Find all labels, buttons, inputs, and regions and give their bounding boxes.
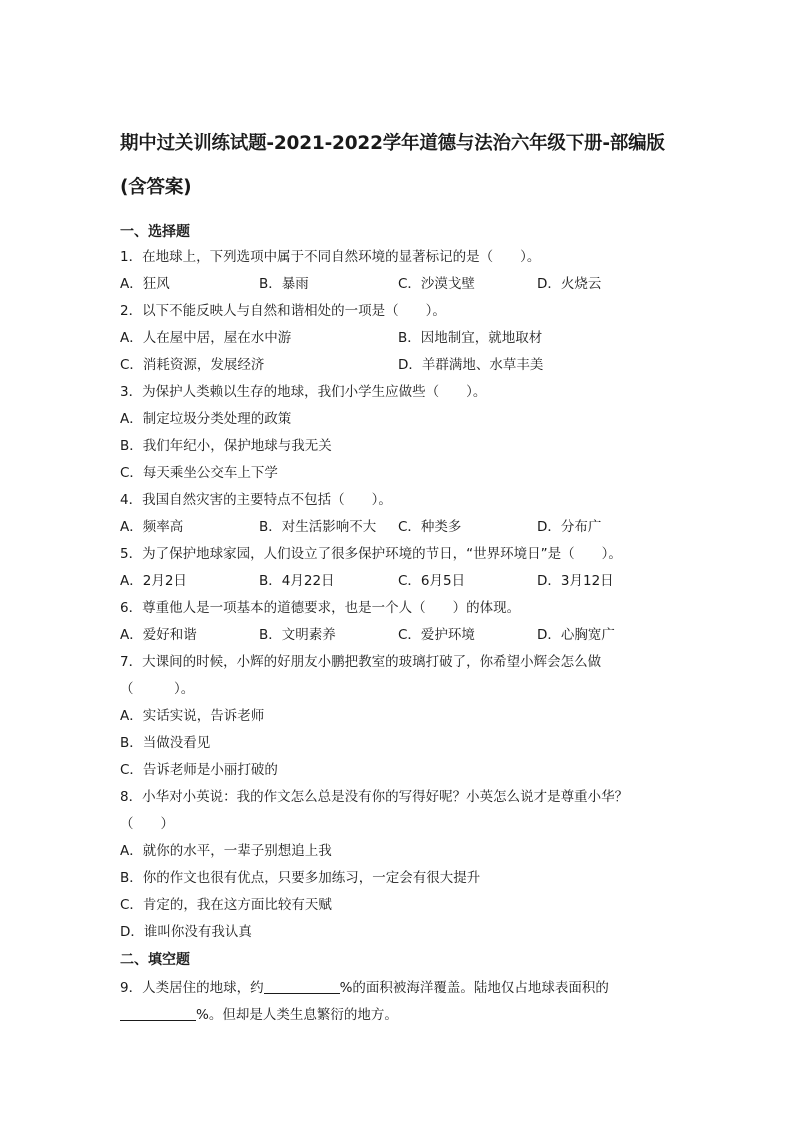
question-stem: 5．为了保护地球家园，人们设立了很多保护环境的节日，“世界环境日”是（ ）。: [120, 546, 622, 562]
question-content: [120, 220, 680, 1029]
answer-option: A．实话实说，告诉老师: [120, 708, 265, 724]
question-text: %。但却是人类生息繁衍的地方。: [196, 1007, 398, 1023]
question-stem: 4．我国自然灾害的主要特点不包括（ ）。: [120, 492, 392, 508]
answer-blank: [120, 1005, 196, 1021]
answer-option: D．3月12日: [537, 573, 614, 589]
answer-option: B．4月22日: [259, 573, 335, 589]
answer-option: A．狂风: [120, 276, 170, 292]
option-row: [120, 352, 680, 379]
answer-option: A．爱好和谐: [120, 627, 197, 643]
section-heading: 二、填空题: [120, 952, 190, 968]
answer-option: D．分布广: [537, 519, 602, 535]
answer-option: C．肯定的，我在这方面比较有天赋: [120, 897, 332, 913]
answer-option: B．暴雨: [259, 276, 309, 292]
fill-question: [120, 975, 680, 1002]
answer-option: A．2月2日: [120, 573, 187, 589]
option-row: [120, 514, 680, 541]
answer-option: C．告诉老师是小丽打破的: [120, 762, 278, 778]
question-stem: 3．为保护人类赖以生存的地球，我们小学生应做些（ ）。: [120, 384, 487, 400]
answer-option: A．就你的水平，一辈子别想追上我: [120, 843, 332, 859]
answer-option: D．心胸宽广: [537, 627, 615, 643]
answer-option: B．当做没看见: [120, 735, 211, 751]
answer-option: B．我们年纪小，保护地球与我无关: [120, 438, 332, 454]
answer-option: C．6月5日: [398, 573, 466, 589]
page-title: 期中过关训练试题-2021-2022学年道德与法治六年级下册-部编版(含答案): [120, 133, 665, 198]
answer-option: A．频率高: [120, 519, 184, 535]
answer-option: C．消耗资源，发展经济: [120, 357, 265, 373]
question-stem: 1．在地球上，下列选项中属于不同自然环境的显著标记的是（ ）。: [120, 249, 541, 265]
option-row: [120, 325, 680, 352]
answer-option: C．种类多: [398, 519, 462, 535]
question-stem: （ ）: [120, 816, 174, 832]
question-stem: 8．小华对小英说：我的作文怎么总是没有你的写得好呢？小英怎么说才是尊重小华？: [120, 789, 629, 805]
answer-option: D．羊群满地、水草丰美: [398, 357, 544, 373]
question-stem: （ ）。: [120, 681, 195, 697]
section-heading: 一、选择题: [120, 224, 190, 240]
question-stem: 7．大课间的时候，小辉的好朋友小鹏把教室的玻璃打破了，你希望小辉会怎么做: [120, 654, 602, 670]
answer-option: C．每天乘坐公交车上下学: [120, 465, 278, 481]
answer-option: B．对生活影响不大: [259, 519, 377, 535]
fill-question: [120, 1002, 680, 1029]
answer-option: B．因地制宜，就地取材: [398, 330, 543, 346]
answer-option: D．火烧云: [537, 276, 602, 292]
question-stem: 6．尊重他人是一项基本的道德要求，也是一个人（ ）的体现。: [120, 600, 521, 616]
question-stem: 2．以下不能反映人与自然和谐相处的一项是（ ）。: [120, 303, 446, 319]
option-row: [120, 271, 680, 298]
answer-blank: [264, 978, 340, 994]
option-row: [120, 622, 680, 649]
question-text: %的面积被海洋覆盖。陆地仅占地球表面积的: [339, 980, 609, 996]
answer-option: D．谁叫你没有我认真: [120, 924, 252, 940]
answer-option: B．你的作文也很有优点，只要多加练习，一定会有很大提升: [120, 870, 481, 886]
answer-option: C．爱护环境: [398, 627, 475, 643]
question-text: 9．人类居住的地球，约: [120, 980, 264, 996]
answer-option: A．人在屋中居，屋在水中游: [120, 330, 292, 346]
option-row: [120, 568, 680, 595]
answer-option: A．制定垃圾分类处理的政策: [120, 411, 292, 427]
answer-option: C．沙漠戈壁: [398, 276, 475, 292]
answer-option: B．文明素养: [259, 627, 336, 643]
